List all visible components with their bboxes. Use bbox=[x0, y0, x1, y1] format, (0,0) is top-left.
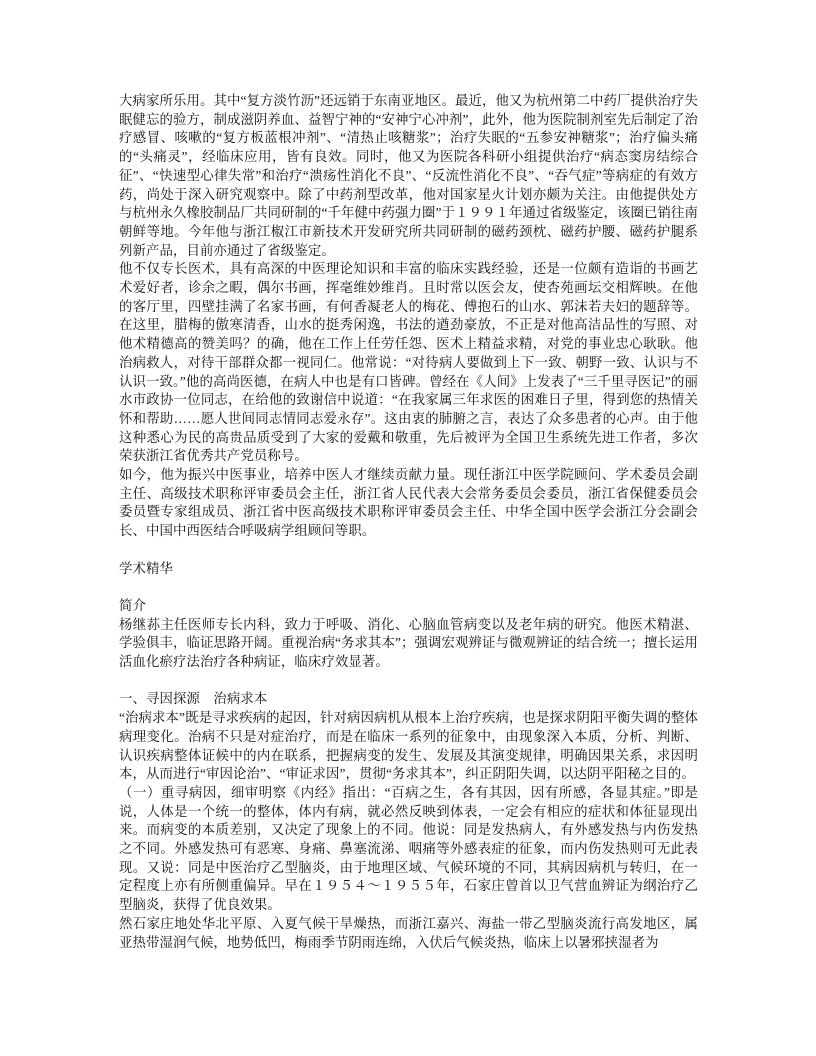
heading-section-one-seek-root: 一、寻因探源 治病求本 bbox=[119, 691, 268, 707]
paragraph-seeking-causes: （一）重寻病因，细审明察《内经》指出：“百病之生，各有其因，因有所感，各显其症。”即是说，人体是一个统一的整体，体内有病，就必然反映到体表，一定会有相应的症状和体征显现出来。而病变的本质差别，又决定了现象上的不同。他说：同是发热病人，有外感发热与内伤发热之不同。外感发热可有恶寒、身痛、鼻塞流涕、咽痛等外感表症的征象，而内伤发热则可无此表现。又说：同是中医治疗乙型脑炎，由于地理区域、气候环境的不同，其病因病机与转归，在一定程度上亦有所侧重偏异。早在１９５４～１９５５年，石家庄曾首以卫气营血辨证为纲治疗乙型脑炎，获得了优良效果。 bbox=[119, 784, 698, 913]
paragraph-art-and-medical-ethics: 他不仅专长医术，具有高深的中医理论知识和丰富的临床实践经验，还是一位颇有造诣的书画艺术爱好者，诊余之暇，偶尔书画，挥毫维妙维肖。且时常以医会友，使杏苑画坛交相辉映。在他的客厅里，四壁挂满了名家书画，有何香凝老人的梅花、傅抱石的山水、郭沫若夫妇的题辞等。在这里，腊梅的傲寒清香，山水的挺秀闲逸，书法的遒劲豪放，不正是对他高洁品性的写照、对他术精德高的赞美吗？的确，他在工作上任劳任怨、医术上精益求精，对党的事业忠心耿耿。他治病救人，对待干部群众都一视同仁。他常说：“对待病人要做到上下一致、朝野一致、认识与不认识一致。”他的高尚医德，在病人中也是有口皆碑。曾经在《人间》上发表了“三千里寻医记”的丽水市政协一位同志，在给他的致谢信中说道：“在我家属三年求医的困难日子里，得到您的热情关怀和帮助……愿人世间同志情同志爱永存”。这由衷的肺腑之言，表达了众多患者的心声。由于他这种悉心为民的高贵品质受到了大家的爱戴和敬重，先后被评为全国卫生系统先进工作者，多次荣获浙江省优秀共产党员称号。 bbox=[119, 261, 698, 464]
heading-academic-essence: 学术精华 bbox=[119, 560, 173, 576]
paragraph-treating-the-root: “治病求本”既是寻求疾病的起因，针对病因病机从根本上治疗疾病，也是探求阴阳平衡失调的整体病理变化。治病不只是对症治疗，而是在临床一系列的征象中，由现象深入本质，分析、判断、认识疾病整体证候中的内在联系，把握病变的发生、发展及其演变规律，明确因果关系，求因明本，从而进行“审因论治”、“审证求因”，贯彻“务求其本”，纠正阴阳失调，以达阴平阳秘之目的。 bbox=[119, 710, 698, 782]
paragraph-intro-summary: 杨继荪主任医师专长内科，致力于呼吸、消化、心脑血管病变以及老年病的研究。他医术精湛、学验俱丰，临证思路开阔。重视治病“务求其本”；强调宏观辨证与微观辨证的结合统一；擅长运用活血化瘀疗法治疗各种病证，临床疗效显著。 bbox=[119, 616, 698, 670]
paragraph-current-positions: 如今，他为振兴中医事业，培养中医人才继续贡献力量。现任浙江中医学院顾问、学术委员会副主任、高级技术职称评审委员会主任，浙江省人民代表大会常务委员会委员，浙江省保健委员会委员暨专家组成员、浙江省中医高级技术职称评审委员会主任、中华全国中医学会浙江分会副会长、中国中西医结合呼吸病学组顾问等职。 bbox=[119, 467, 698, 539]
heading-brief-introduction: 简介 bbox=[119, 597, 146, 613]
paragraph-encephalitis-regions: 然石家庄地处华北平原、入夏气候干旱燥热，而浙江嘉兴、海盐一带乙型脑炎流行高发地区，属亚热带湿润气候，地势低凹，梅雨季节阴雨连绵，入伏后气候炎热，临床上以暑邪挟湿者为 bbox=[119, 915, 698, 950]
paragraph-drug-developments: 大病家所乐用。其中“复方淡竹沥”还远销于东南亚地区。最近，他又为杭州第二中药厂提供治疗失眠健忘的验方，制成滋阴养血、益智宁神的“安神宁心冲剂”，此外，他为医院制剂室先后制定了治疗感冒、咳嗽的“复方板蓝根冲剂”、“清热止咳糖浆”；治疗失眠的“五参安神糖浆”；治疗偏头痛的“头痛灵”，经临床应用，皆有良效。同时，他又为医院各科研小组提供治疗“病态窦房结综合征”、“快速型心律失常”和治疗“溃疡性消化不良”、“反流性消化不良”、“吞气症”等病症的有效方药，尚处于深入研究观察中。除了中药剂型改革，他对国家星火计划亦颇为关注。由他提供处方与杭州永久橡胶制品厂共同研制的“千年健中药强力圈”于１９９１年通过省级鉴定，该圈已销往南朝鲜等地。今年他与浙江椒江市新技术开发研究所共同研制的磁药颈枕、磁药护腰、磁药护腿系列新产品，目前亦通过了省级鉴定。 bbox=[119, 93, 698, 258]
document-page bbox=[119, 92, 698, 952]
